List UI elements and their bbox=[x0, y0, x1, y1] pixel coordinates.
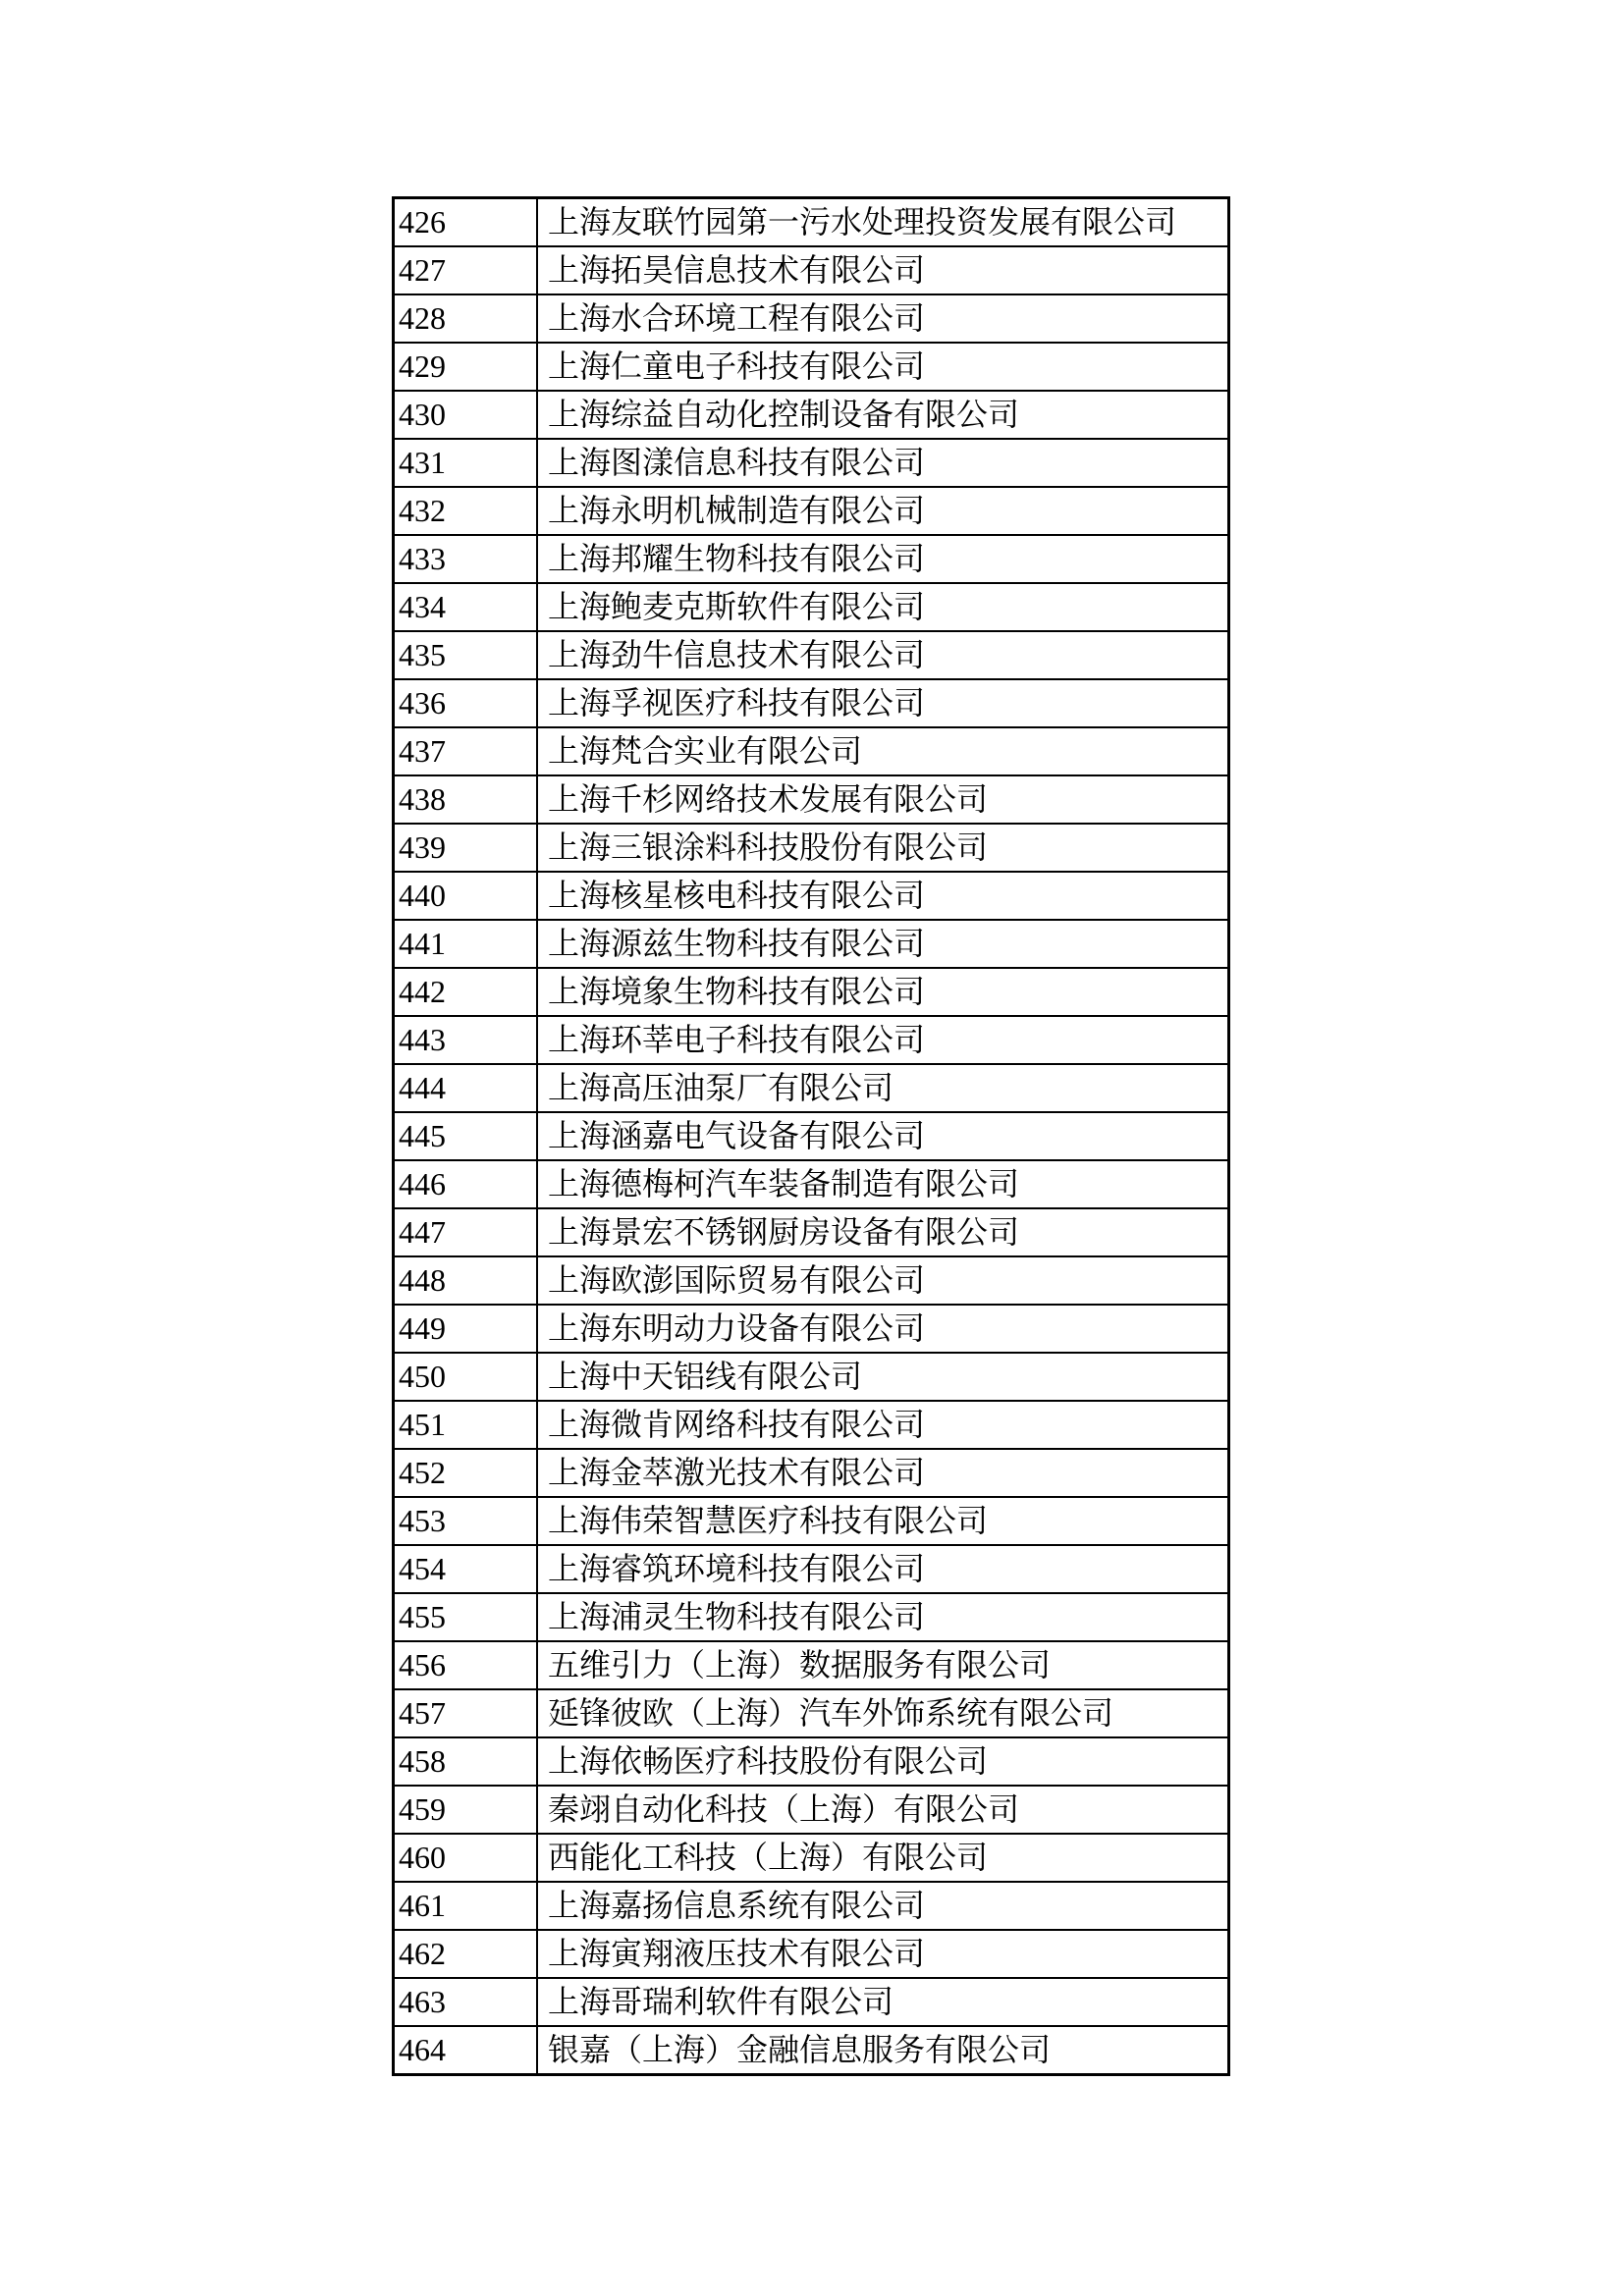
row-number: 435 bbox=[394, 631, 538, 679]
table-row bbox=[394, 1112, 1229, 1160]
company-name: 上海东明动力设备有限公司 bbox=[537, 1305, 1229, 1353]
row-number: 430 bbox=[394, 391, 538, 439]
row-number: 434 bbox=[394, 583, 538, 631]
company-name: 上海永明机械制造有限公司 bbox=[537, 487, 1229, 535]
row-number: 426 bbox=[394, 198, 538, 247]
row-number: 463 bbox=[394, 1978, 538, 2026]
company-name: 上海图漾信息科技有限公司 bbox=[537, 439, 1229, 487]
company-name: 上海寅翔液压技术有限公司 bbox=[537, 1930, 1229, 1978]
table-row bbox=[394, 775, 1229, 824]
table-row bbox=[394, 487, 1229, 535]
company-name: 上海高压油泵厂有限公司 bbox=[537, 1064, 1229, 1112]
table-row bbox=[394, 824, 1229, 872]
row-number: 440 bbox=[394, 872, 538, 920]
table-row bbox=[394, 1208, 1229, 1256]
company-name: 上海哥瑞利软件有限公司 bbox=[537, 1978, 1229, 2026]
table-row bbox=[394, 198, 1229, 247]
row-number: 433 bbox=[394, 535, 538, 583]
row-number: 439 bbox=[394, 824, 538, 872]
row-number: 464 bbox=[394, 2026, 538, 2075]
table-row bbox=[394, 872, 1229, 920]
company-name: 上海依畅医疗科技股份有限公司 bbox=[537, 1737, 1229, 1786]
row-number: 460 bbox=[394, 1834, 538, 1882]
row-number: 449 bbox=[394, 1305, 538, 1353]
row-number: 444 bbox=[394, 1064, 538, 1112]
row-number: 427 bbox=[394, 246, 538, 294]
row-number: 459 bbox=[394, 1786, 538, 1834]
row-number: 428 bbox=[394, 294, 538, 343]
company-name: 西能化工科技（上海）有限公司 bbox=[537, 1834, 1229, 1882]
table-row bbox=[394, 679, 1229, 727]
table-row bbox=[394, 1593, 1229, 1641]
table-row bbox=[394, 1160, 1229, 1208]
company-name: 上海金萃激光技术有限公司 bbox=[537, 1449, 1229, 1497]
row-number: 458 bbox=[394, 1737, 538, 1786]
row-number: 462 bbox=[394, 1930, 538, 1978]
table-row bbox=[394, 246, 1229, 294]
table-row bbox=[394, 439, 1229, 487]
company-name: 五维引力（上海）数据服务有限公司 bbox=[537, 1641, 1229, 1689]
table-row bbox=[394, 968, 1229, 1016]
company-name: 上海仁童电子科技有限公司 bbox=[537, 343, 1229, 391]
company-name: 上海景宏不锈钢厨房设备有限公司 bbox=[537, 1208, 1229, 1256]
company-name: 上海欧澎国际贸易有限公司 bbox=[537, 1256, 1229, 1305]
company-name: 上海鲍麦克斯软件有限公司 bbox=[537, 583, 1229, 631]
table-row bbox=[394, 535, 1229, 583]
table-row bbox=[394, 1930, 1229, 1978]
company-name: 上海拓昊信息技术有限公司 bbox=[537, 246, 1229, 294]
table-row bbox=[394, 1737, 1229, 1786]
company-name: 上海千杉网络技术发展有限公司 bbox=[537, 775, 1229, 824]
company-table bbox=[392, 196, 1230, 2076]
table-row bbox=[394, 1545, 1229, 1593]
company-name: 上海综益自动化控制设备有限公司 bbox=[537, 391, 1229, 439]
table-row bbox=[394, 583, 1229, 631]
table-row bbox=[394, 1449, 1229, 1497]
row-number: 438 bbox=[394, 775, 538, 824]
row-number: 456 bbox=[394, 1641, 538, 1689]
row-number: 445 bbox=[394, 1112, 538, 1160]
table-row bbox=[394, 1064, 1229, 1112]
company-name: 上海梵合实业有限公司 bbox=[537, 727, 1229, 775]
row-number: 429 bbox=[394, 343, 538, 391]
company-name: 上海睿筑环境科技有限公司 bbox=[537, 1545, 1229, 1593]
company-name: 上海德梅柯汽车装备制造有限公司 bbox=[537, 1160, 1229, 1208]
row-number: 453 bbox=[394, 1497, 538, 1545]
row-number: 432 bbox=[394, 487, 538, 535]
table-row bbox=[394, 2026, 1229, 2075]
table-row bbox=[394, 1834, 1229, 1882]
company-name: 上海友联竹园第一污水处理投资发展有限公司 bbox=[537, 198, 1229, 247]
company-name: 上海微肯网络科技有限公司 bbox=[537, 1401, 1229, 1449]
row-number: 451 bbox=[394, 1401, 538, 1449]
company-name: 上海核星核电科技有限公司 bbox=[537, 872, 1229, 920]
table-row bbox=[394, 1256, 1229, 1305]
company-name: 上海境象生物科技有限公司 bbox=[537, 968, 1229, 1016]
row-number: 452 bbox=[394, 1449, 538, 1497]
row-number: 446 bbox=[394, 1160, 538, 1208]
row-number: 457 bbox=[394, 1689, 538, 1737]
company-name: 上海水合环境工程有限公司 bbox=[537, 294, 1229, 343]
company-name: 上海嘉扬信息系统有限公司 bbox=[537, 1882, 1229, 1930]
table-row bbox=[394, 1016, 1229, 1064]
company-name: 延锋彼欧（上海）汽车外饰系统有限公司 bbox=[537, 1689, 1229, 1737]
company-name: 上海浦灵生物科技有限公司 bbox=[537, 1593, 1229, 1641]
company-name: 上海伟荣智慧医疗科技有限公司 bbox=[537, 1497, 1229, 1545]
row-number: 461 bbox=[394, 1882, 538, 1930]
table-row bbox=[394, 1786, 1229, 1834]
company-name: 上海环莘电子科技有限公司 bbox=[537, 1016, 1229, 1064]
row-number: 441 bbox=[394, 920, 538, 968]
table-row bbox=[394, 920, 1229, 968]
row-number: 450 bbox=[394, 1353, 538, 1401]
row-number: 437 bbox=[394, 727, 538, 775]
company-name: 上海中天铝线有限公司 bbox=[537, 1353, 1229, 1401]
table-row bbox=[394, 1353, 1229, 1401]
table-row bbox=[394, 1978, 1229, 2026]
company-table-body bbox=[394, 198, 1229, 2075]
table-row bbox=[394, 1497, 1229, 1545]
table-row bbox=[394, 1882, 1229, 1930]
row-number: 448 bbox=[394, 1256, 538, 1305]
company-name: 银嘉（上海）金融信息服务有限公司 bbox=[537, 2026, 1229, 2075]
table-row bbox=[394, 343, 1229, 391]
table-row bbox=[394, 1401, 1229, 1449]
row-number: 442 bbox=[394, 968, 538, 1016]
company-name: 上海涵嘉电气设备有限公司 bbox=[537, 1112, 1229, 1160]
company-name: 上海源兹生物科技有限公司 bbox=[537, 920, 1229, 968]
row-number: 455 bbox=[394, 1593, 538, 1641]
row-number: 443 bbox=[394, 1016, 538, 1064]
company-name: 上海劲牛信息技术有限公司 bbox=[537, 631, 1229, 679]
table-row bbox=[394, 1689, 1229, 1737]
company-name: 秦翊自动化科技（上海）有限公司 bbox=[537, 1786, 1229, 1834]
row-number: 431 bbox=[394, 439, 538, 487]
table-row bbox=[394, 1305, 1229, 1353]
company-name: 上海三银涂料科技股份有限公司 bbox=[537, 824, 1229, 872]
row-number: 436 bbox=[394, 679, 538, 727]
company-name: 上海孚视医疗科技有限公司 bbox=[537, 679, 1229, 727]
table-row bbox=[394, 727, 1229, 775]
row-number: 454 bbox=[394, 1545, 538, 1593]
table-row bbox=[394, 1641, 1229, 1689]
table-row bbox=[394, 294, 1229, 343]
company-name: 上海邦耀生物科技有限公司 bbox=[537, 535, 1229, 583]
row-number: 447 bbox=[394, 1208, 538, 1256]
table-row bbox=[394, 631, 1229, 679]
table-row bbox=[394, 391, 1229, 439]
